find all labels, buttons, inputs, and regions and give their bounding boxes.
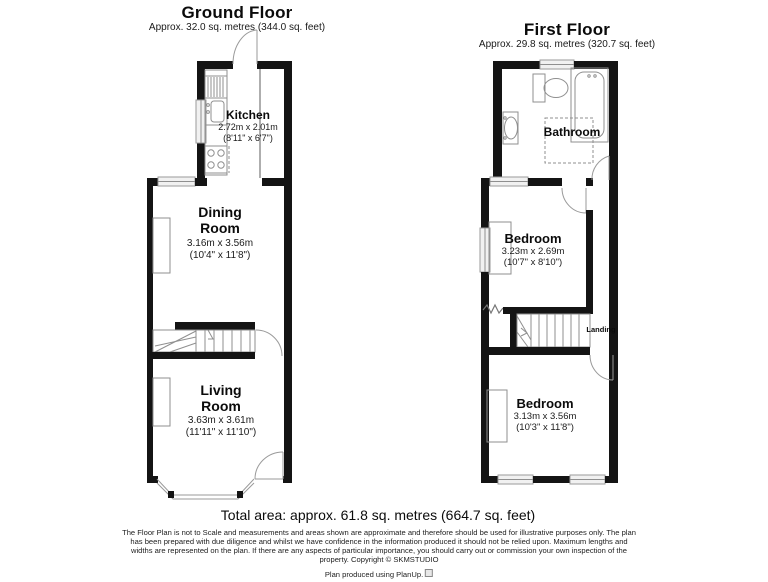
disclaimer-line-2: has been prepared with due diligence and whilst we have confidence in the information produced it should not be relied upon. Maximum lengths and <box>130 537 628 546</box>
wall <box>481 178 490 186</box>
dining-room-label-2: Room <box>200 220 240 236</box>
wall <box>586 210 593 307</box>
living-dims-ft: (11'11" x 11'10") <box>185 427 257 438</box>
wall <box>481 347 590 355</box>
disclaimer-line-4: property. Copyright © SKMSTUDIO <box>319 555 439 564</box>
living-furniture <box>153 378 170 426</box>
staircase <box>153 330 255 352</box>
bedroom2-dims-ft: (10'3" x 11'8") <box>516 422 574 433</box>
bedroom1-door-arc <box>562 188 586 213</box>
landing-label: Landing <box>586 325 616 334</box>
total-area-text: Total area: approx. 61.8 sq. metres (664.7 sq. feet) <box>220 507 536 523</box>
dining-furniture <box>153 218 170 273</box>
living-dims-m: 3.63m x 3.61m <box>187 415 255 426</box>
first-floor-subtitle: Approx. 29.8 sq. metres (320.7 sq. feet) <box>478 39 656 50</box>
bedroom1-dims-m: 3.23m x 2.69m <box>501 246 565 257</box>
wall <box>283 476 292 483</box>
living-room-label-2: Room <box>201 398 241 414</box>
wall <box>175 322 255 330</box>
toilet-icon <box>533 74 568 102</box>
bay-window <box>157 479 254 499</box>
staircase <box>517 314 590 347</box>
dining-dims-ft: (10'4" x 11'8") <box>189 250 251 261</box>
bedroom2-furniture <box>487 390 507 442</box>
wall <box>493 61 502 186</box>
drainer-icon <box>205 76 227 98</box>
ground-floor-subtitle: Approx. 32.0 sq. metres (344.0 sq. feet) <box>148 22 326 33</box>
bedroom1-dims-ft: (10'7" x 8'10") <box>503 257 563 268</box>
kitchen-dims-ft: (8'11" x 6'7") <box>223 133 273 143</box>
back-door-arc <box>233 30 257 64</box>
hob-icon <box>205 146 229 173</box>
front-door-arc <box>255 452 283 479</box>
wall <box>195 178 207 186</box>
disclaimer-line-1: The Floor Plan is not to Scale and measurements and areas shown are approximate and therefore should be used for illustrative purposes only. The plan <box>122 528 636 537</box>
wall <box>147 476 158 483</box>
bathroom-door-arc <box>592 156 609 180</box>
hall-door-arc <box>256 330 282 356</box>
sink-icon <box>205 98 227 125</box>
bedroom1-label: Bedroom <box>504 231 562 246</box>
living-room-label: Living <box>200 382 242 398</box>
bedroom2-label: Bedroom <box>516 396 574 411</box>
wall <box>481 272 489 483</box>
wall <box>147 352 255 359</box>
wall <box>481 476 498 483</box>
kitchen-dims-m: 2.72m x 2.01m <box>218 122 278 132</box>
wall <box>609 61 618 483</box>
kitchen-label: Kitchen <box>225 108 271 122</box>
wall <box>533 476 570 483</box>
bedroom2-dims-m: 3.13m x 3.56m <box>513 411 577 422</box>
dining-dims-m: 3.16m x 3.56m <box>186 238 254 249</box>
wall <box>605 476 618 483</box>
wall <box>481 186 489 228</box>
credit-row <box>325 564 433 582</box>
basin-icon <box>503 112 518 144</box>
wall <box>284 61 292 483</box>
disclaimer-line-3: widths are represented on the plan. If there are any aspects of particular importance, you should carry out or commission your own inspection of the <box>131 546 627 555</box>
planup-credit: Plan produced using PlanUp. <box>324 570 424 579</box>
wall <box>262 178 284 186</box>
bathroom-label: Bathroom <box>543 125 601 139</box>
wall <box>147 178 153 483</box>
wall <box>197 61 205 100</box>
ground-floor-title: Ground Floor <box>181 3 293 22</box>
dining-room-label: Dining <box>198 204 242 220</box>
wall <box>528 178 562 186</box>
wall <box>613 347 618 355</box>
first-floor-title: First Floor <box>523 20 611 39</box>
